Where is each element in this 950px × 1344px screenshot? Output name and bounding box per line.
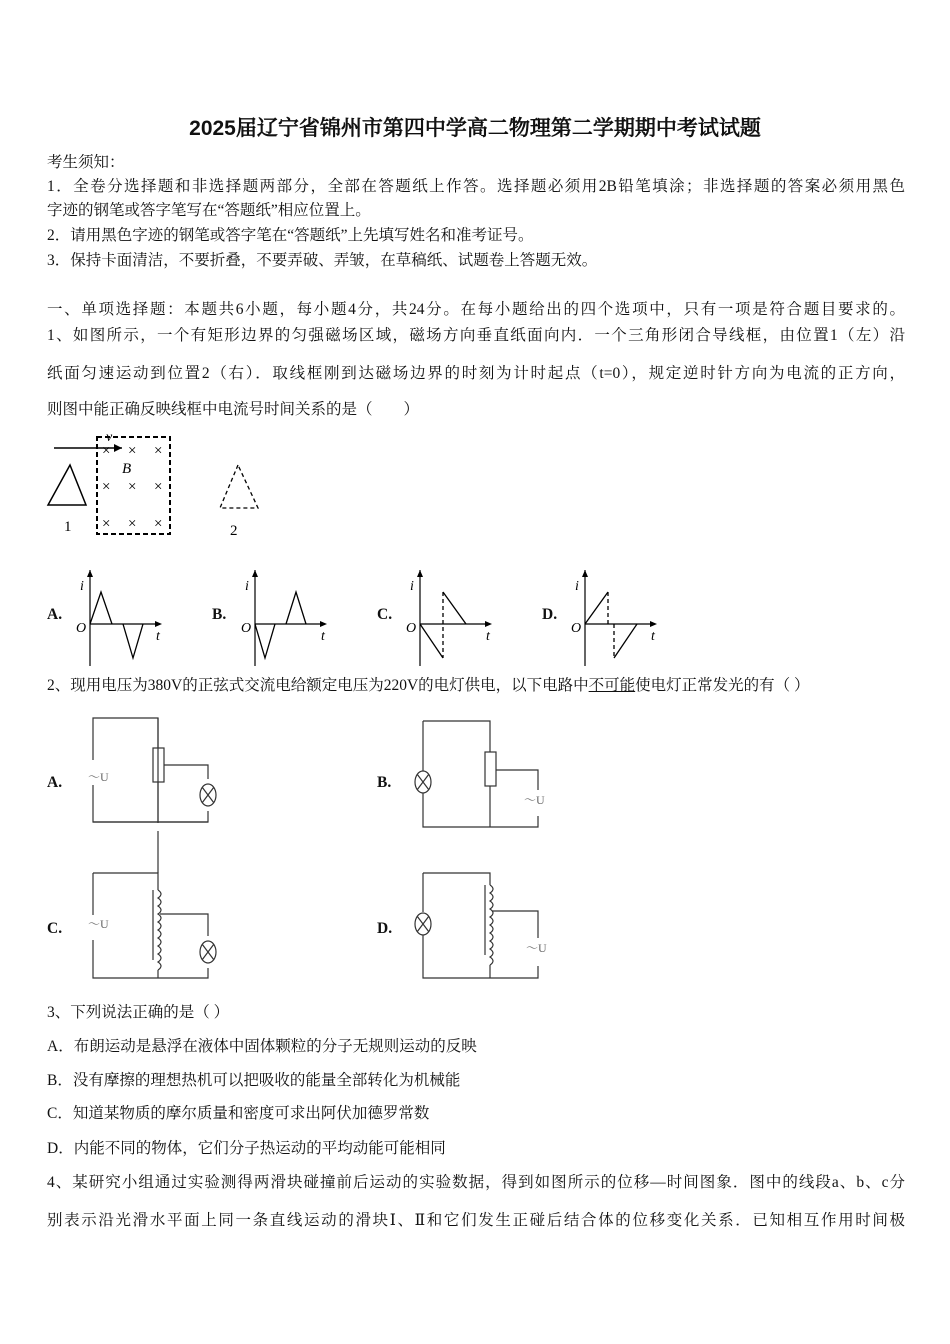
q2-stem: [47, 676, 810, 696]
svg-text:×: ×: [102, 516, 111, 532]
axis-arrow-icon: [582, 570, 588, 577]
current-curve: [443, 592, 466, 624]
arrow-head-icon: [114, 444, 122, 452]
svg-text:×: ×: [128, 443, 137, 459]
axis-label-O: O: [406, 621, 417, 636]
q3-option-a[interactable]: A．布朗运动是悬浮在液体中固体颗粒的分子无规则运动的反映: [47, 1038, 477, 1055]
q3-option-c[interactable]: C．知道某物质的摩尔质量和密度可求出阿伏加德罗常数: [47, 1105, 430, 1122]
q2-circuit-c: [90, 870, 230, 985]
current-curve: [286, 592, 306, 624]
q1-option-a[interactable]: A.: [47, 606, 63, 623]
q2-option-c[interactable]: C.: [47, 920, 63, 937]
q1-graph-c: [408, 568, 508, 668]
q1-option-c[interactable]: C.: [377, 606, 393, 623]
page-title: 2025届辽宁省锦州市第四中学高二物理第二学期期中考试试题: [189, 117, 761, 140]
triangle-frame-position2: [220, 465, 258, 508]
current-curve: [420, 624, 443, 658]
ac-source-label: ～U: [88, 770, 109, 784]
q2-option-b[interactable]: B.: [377, 774, 392, 791]
current-curve: [614, 624, 637, 658]
axis-arrow-icon: [320, 621, 327, 627]
axis-label-O: O: [76, 621, 87, 636]
q1-stem: 纸面匀速运动到位置2（右）．取线框刚到达磁场边界的时刻为计时起点（t=0），规定逆时针方向为电流的正方向，: [47, 365, 905, 382]
q3-option-b[interactable]: B．没有摩擦的理想热机可以把吸收的能量全部转化为机械能: [47, 1072, 461, 1089]
axis-label-t: t: [321, 629, 325, 644]
q2-circuit-a: [90, 715, 230, 830]
axis-label-O: O: [241, 621, 252, 636]
axis-label-t: t: [156, 629, 160, 644]
axis-label-O: O: [571, 621, 582, 636]
q1-stem: 则图中能正确反映线框中电流号时间关系的是（ ）: [47, 401, 420, 418]
q2-circuit-b: [420, 718, 560, 833]
svg-text:×: ×: [128, 516, 137, 532]
axis-arrow-icon: [155, 621, 162, 627]
axis-arrow-icon: [650, 621, 657, 627]
ac-source-label: ～U: [524, 793, 545, 807]
section-heading: 一、单项选择题：本题共6小题，每小题4分，共24分。在每小题给出的四个选项中，只有一项是符合题目要求的。: [47, 301, 905, 318]
axis-arrow-icon: [417, 570, 423, 577]
field-B-label: B: [122, 461, 132, 477]
q2-stem-text: 2、现用电压为380V的正弦式交流电给额定电压为220V的电灯供电，以下电路中: [47, 677, 589, 694]
axis-label-i: i: [245, 579, 249, 594]
q3-option-d[interactable]: D．内能不同的物体，它们分子热运动的平均动能可能相同: [47, 1140, 446, 1157]
q3-stem: 3、下列说法正确的是（ ）: [47, 1004, 230, 1021]
q2-emphasis: 不可能: [588, 677, 636, 694]
q1-magnetic-field-figure: [40, 425, 280, 540]
q4-stem: 别表示沿光滑水平面上同一条直线运动的滑块Ⅰ、Ⅱ和它们发生正碰后结合体的位移变化关系．已知相互作用时间极: [47, 1212, 905, 1229]
axis-label-t: t: [651, 629, 655, 644]
q1-option-b[interactable]: B.: [212, 606, 227, 623]
ac-source-label: ～U: [88, 917, 109, 931]
axis-arrow-icon: [485, 621, 492, 627]
triangle-frame-position1: [48, 465, 86, 505]
current-curve: [123, 624, 143, 658]
notice-heading: 考生须知：: [47, 154, 125, 171]
field-crosses: [102, 443, 162, 532]
notice-line: 1．全卷分选择题和非选择题两部分，全部在答题纸上作答。选择题必须用2B铅笔填涂；非选择题的答案必须用黑色: [47, 178, 905, 195]
svg-text:×: ×: [102, 479, 111, 495]
velocity-label: v: [106, 430, 113, 445]
axis-label-i: i: [410, 579, 414, 594]
q4-stem: 4、某研究小组通过实验测得两滑块碰撞前后运动的实验数据，得到如图所示的位移—时间图象．图中的线段a、b、c分: [47, 1174, 905, 1191]
q2-option-d[interactable]: D.: [377, 920, 393, 937]
svg-text:×: ×: [154, 443, 163, 459]
q2-stem-text: 使电灯正常发光的有（ ）: [635, 677, 810, 694]
q1-graph-a: [78, 568, 178, 668]
axis-label-i: i: [80, 579, 84, 594]
position2-label: 2: [230, 523, 238, 539]
current-curve: [585, 592, 608, 624]
notice-line: 3．保持卡面清洁，不要折叠，不要弄破、弄皱，在草稿纸、试题卷上答题无效。: [47, 252, 598, 269]
position1-label: 1: [64, 519, 72, 535]
axis-label-i: i: [575, 579, 579, 594]
q1-option-d[interactable]: D.: [542, 606, 558, 623]
current-curve: [90, 592, 112, 624]
q2-circuit-d: [420, 870, 560, 985]
svg-text:×: ×: [102, 443, 111, 459]
axis-arrow-icon: [87, 570, 93, 577]
q1-graph-b: [243, 568, 343, 668]
axis-label-t: t: [486, 629, 490, 644]
svg-text:×: ×: [154, 516, 163, 532]
axis-arrow-icon: [252, 570, 258, 577]
ac-source-label: ～U: [526, 941, 547, 955]
current-curve: [255, 624, 275, 658]
notice-line: 2．请用黑色字迹的钢笔或答字笔在“答题纸”上先填写姓名和准考证号。: [47, 227, 534, 244]
notice-line: 字迹的钢笔或答字笔写在“答题纸”相应位置上。: [47, 202, 371, 219]
svg-text:×: ×: [154, 479, 163, 495]
svg-text:×: ×: [128, 479, 137, 495]
q1-graph-d: [573, 568, 673, 668]
q1-stem: 1、如图所示，一个有矩形边界的匀强磁场区域，磁场方向垂直纸面向内．一个三角形闭合导线框，由位置1（左）沿: [47, 327, 905, 344]
q2-option-a[interactable]: A.: [47, 774, 63, 791]
